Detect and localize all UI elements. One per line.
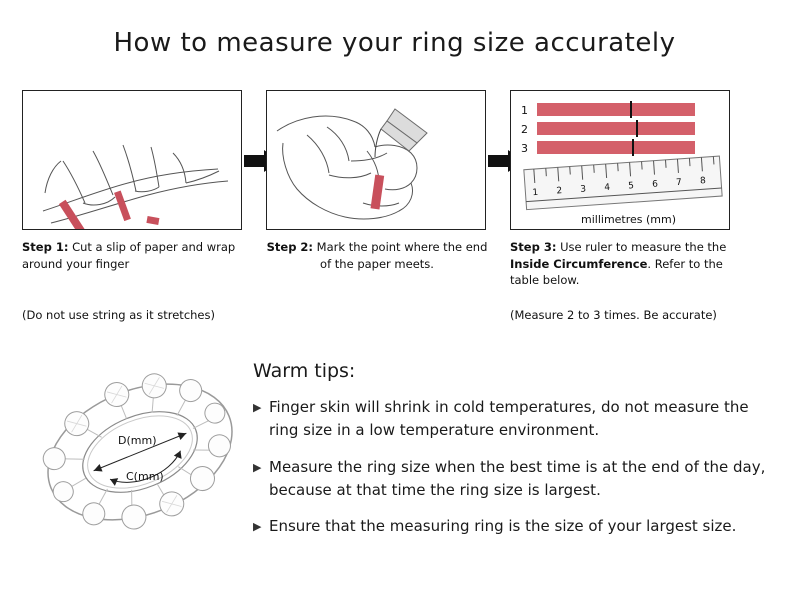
tip-text-3: Ensure that the measuring ring is the size of your largest size.	[269, 517, 737, 535]
steps-row	[18, 90, 771, 340]
ring-illustration	[28, 352, 253, 552]
step-1-caption	[22, 239, 244, 272]
svg-text:8: 8	[699, 176, 707, 187]
step-3	[510, 90, 732, 289]
svg-text:5: 5	[627, 181, 635, 192]
step-3-image	[510, 90, 730, 230]
step-3-caption	[510, 239, 732, 289]
svg-text:6: 6	[651, 179, 659, 190]
step-2	[266, 90, 488, 272]
svg-text:3: 3	[580, 184, 587, 195]
step-2-image	[266, 90, 486, 230]
step-1-note: (Do not use string as it stretches)	[22, 308, 215, 322]
hand-marking-paper-illustration	[267, 91, 486, 230]
step-2-text: Mark the point where the end of the paper meets.	[313, 240, 488, 271]
step-2-label: Step 2:	[266, 240, 314, 254]
step-1-image	[22, 90, 242, 230]
step-3-text: Use ruler to measure the the Inside Circumference. Refer to the table below.	[510, 240, 727, 288]
svg-text:7: 7	[675, 177, 683, 189]
svg-text:4: 4	[603, 182, 611, 194]
step-1-text: Cut a slip of paper and wrap around your finger	[22, 240, 236, 271]
svg-text:2: 2	[556, 186, 563, 197]
bullet-icon: ▶	[253, 401, 262, 414]
tip-item-2	[253, 456, 773, 503]
bullet-icon: ▶	[253, 520, 262, 533]
step-1-label: Step 1:	[22, 240, 69, 254]
tip-text-1: Finger skin will shrink in cold temperatures, do not measure the ring size in a low temperature environment.	[269, 398, 749, 440]
step-3-label: Step 3:	[510, 240, 557, 254]
step-3-note: (Measure 2 to 3 times. Be accurate)	[510, 308, 717, 322]
eternity-ring-drawing	[28, 352, 253, 552]
ring-diameter-label: D(mm)	[118, 434, 157, 447]
tip-item-1	[253, 396, 773, 443]
bullet-icon: ▶	[253, 460, 262, 474]
warm-tips-section	[253, 360, 773, 552]
ring-circumference-label: C(mm)	[126, 470, 164, 483]
warm-tips-heading: Warm tips:	[253, 360, 356, 382]
svg-text:2: 2	[521, 123, 528, 136]
page-title: How to measure your ring size accurately	[113, 28, 676, 58]
svg-text:3: 3	[521, 142, 528, 155]
step-2-caption	[266, 239, 488, 272]
svg-text:1: 1	[532, 187, 539, 199]
tip-item-3	[253, 515, 773, 539]
hand-with-paper-strip-illustration	[23, 91, 242, 230]
step-1	[22, 90, 244, 272]
svg-text:1: 1	[521, 104, 528, 117]
ruler-measuring-strips-illustration	[511, 91, 730, 230]
tip-text-2: Measure the ring size when the best time is at the end of the day, because at that time the ring size is largest.	[269, 457, 766, 499]
ruler-unit-caption: millimetres (mm)	[581, 213, 677, 226]
